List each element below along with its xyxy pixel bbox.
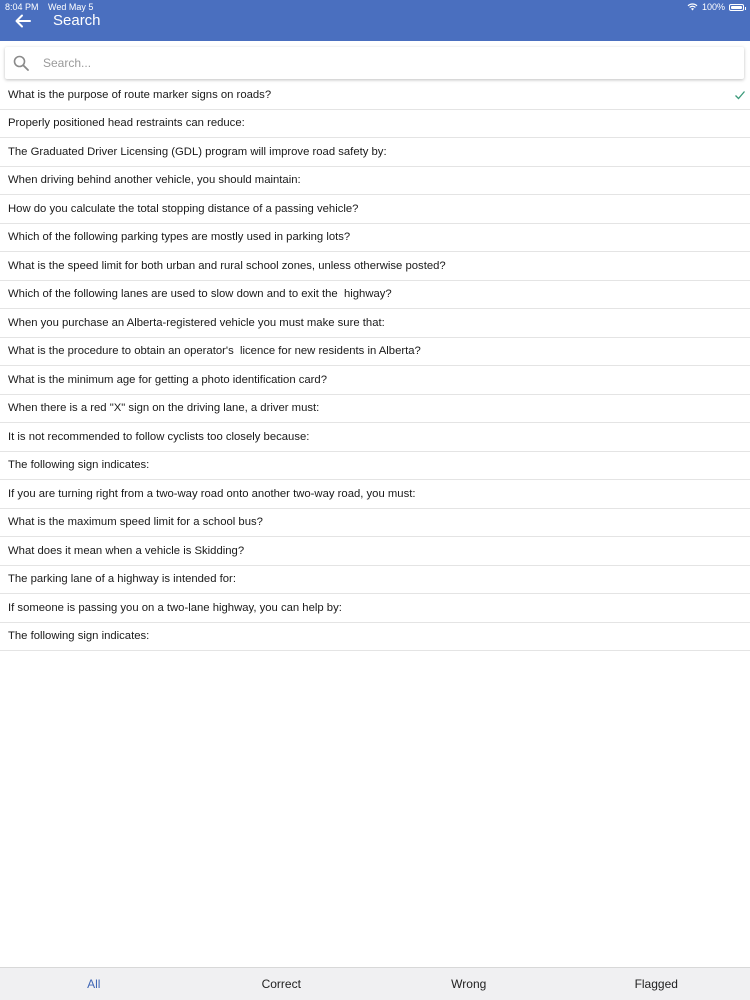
question-list-item[interactable]: [0, 252, 750, 281]
status-indicators: [687, 2, 744, 12]
question-list-item[interactable]: [0, 566, 750, 595]
question-list-item[interactable]: [0, 366, 750, 395]
question-text: How do you calculate the total stopping distance of a passing vehicle?: [8, 202, 359, 215]
search-input[interactable]: [41, 55, 725, 71]
question-list-item[interactable]: [0, 423, 750, 452]
question-text: What is the procedure to obtain an operator's licence for new residents in Alberta?: [8, 345, 421, 358]
question-list-item[interactable]: [0, 309, 750, 338]
battery-icon: [729, 4, 744, 11]
question-text: Properly positioned head restraints can reduce:: [8, 117, 245, 130]
question-list-item[interactable]: [0, 167, 750, 196]
question-list: [0, 81, 750, 651]
question-text: The following sign indicates:: [8, 459, 150, 472]
wifi-icon: [687, 3, 698, 11]
question-list-item[interactable]: [0, 537, 750, 566]
status-time: 8:04 PM: [5, 2, 39, 12]
question-text: The following sign indicates:: [8, 630, 150, 643]
app-header: [0, 0, 750, 41]
search-icon: [13, 55, 29, 71]
status-date: Wed May 5: [48, 2, 94, 12]
question-text: When driving behind another vehicle, you should maintain:: [8, 174, 301, 187]
question-text: Which of the following parking types are mostly used in parking lots?: [8, 231, 351, 244]
question-list-item[interactable]: [0, 452, 750, 481]
battery-fill: [731, 6, 742, 9]
filter-tab-bar: [0, 967, 750, 1000]
question-text: What is the speed limit for both urban and rural school zones, unless otherwise posted?: [8, 259, 446, 272]
question-list-item[interactable]: [0, 480, 750, 509]
back-button[interactable]: [12, 11, 34, 31]
question-text: What does it mean when a vehicle is Skidding?: [8, 544, 245, 557]
question-list-item[interactable]: [0, 395, 750, 424]
arrow-left-icon: [15, 14, 31, 28]
tab-wrong[interactable]: Wrong: [451, 977, 487, 991]
checkmark-icon: [734, 89, 746, 101]
question-list-item[interactable]: [0, 195, 750, 224]
question-list-item[interactable]: [0, 224, 750, 253]
question-list-item[interactable]: [0, 281, 750, 310]
tab-all[interactable]: All: [87, 977, 101, 991]
question-list-item[interactable]: [0, 509, 750, 538]
search-bar[interactable]: [5, 47, 744, 79]
question-text: The Graduated Driver Licensing (GDL) program will improve road safety by:: [8, 145, 387, 158]
question-text: If you are turning right from a two-way road onto another two-way road, you must:: [8, 487, 416, 500]
question-list-item[interactable]: [0, 110, 750, 139]
question-list-item[interactable]: [0, 594, 750, 623]
question-text: It is not recommended to follow cyclists too closely because:: [8, 430, 310, 443]
question-text: The parking lane of a highway is intended for:: [8, 573, 236, 586]
question-list-item[interactable]: [0, 81, 750, 110]
question-text: What is the maximum speed limit for a school bus?: [8, 516, 263, 529]
question-text: What is the purpose of route marker signs on roads?: [8, 88, 272, 101]
question-text: What is the minimum age for getting a photo identification card?: [8, 373, 327, 386]
tab-flagged[interactable]: Flagged: [634, 977, 678, 991]
tab-correct[interactable]: Correct: [261, 977, 301, 991]
question-list-item[interactable]: [0, 623, 750, 652]
question-list-item[interactable]: [0, 338, 750, 367]
page-title: Search: [53, 12, 101, 29]
question-list-item[interactable]: [0, 138, 750, 167]
question-text: When you purchase an Alberta-registered vehicle you must make sure that:: [8, 316, 385, 329]
battery-percent: 100%: [701, 2, 725, 12]
question-text: Which of the following lanes are used to slow down and to exit the highway?: [8, 288, 392, 301]
question-text: When there is a red "X" sign on the driving lane, a driver must:: [8, 402, 320, 415]
question-text: If someone is passing you on a two-lane highway, you can help by:: [8, 601, 342, 614]
